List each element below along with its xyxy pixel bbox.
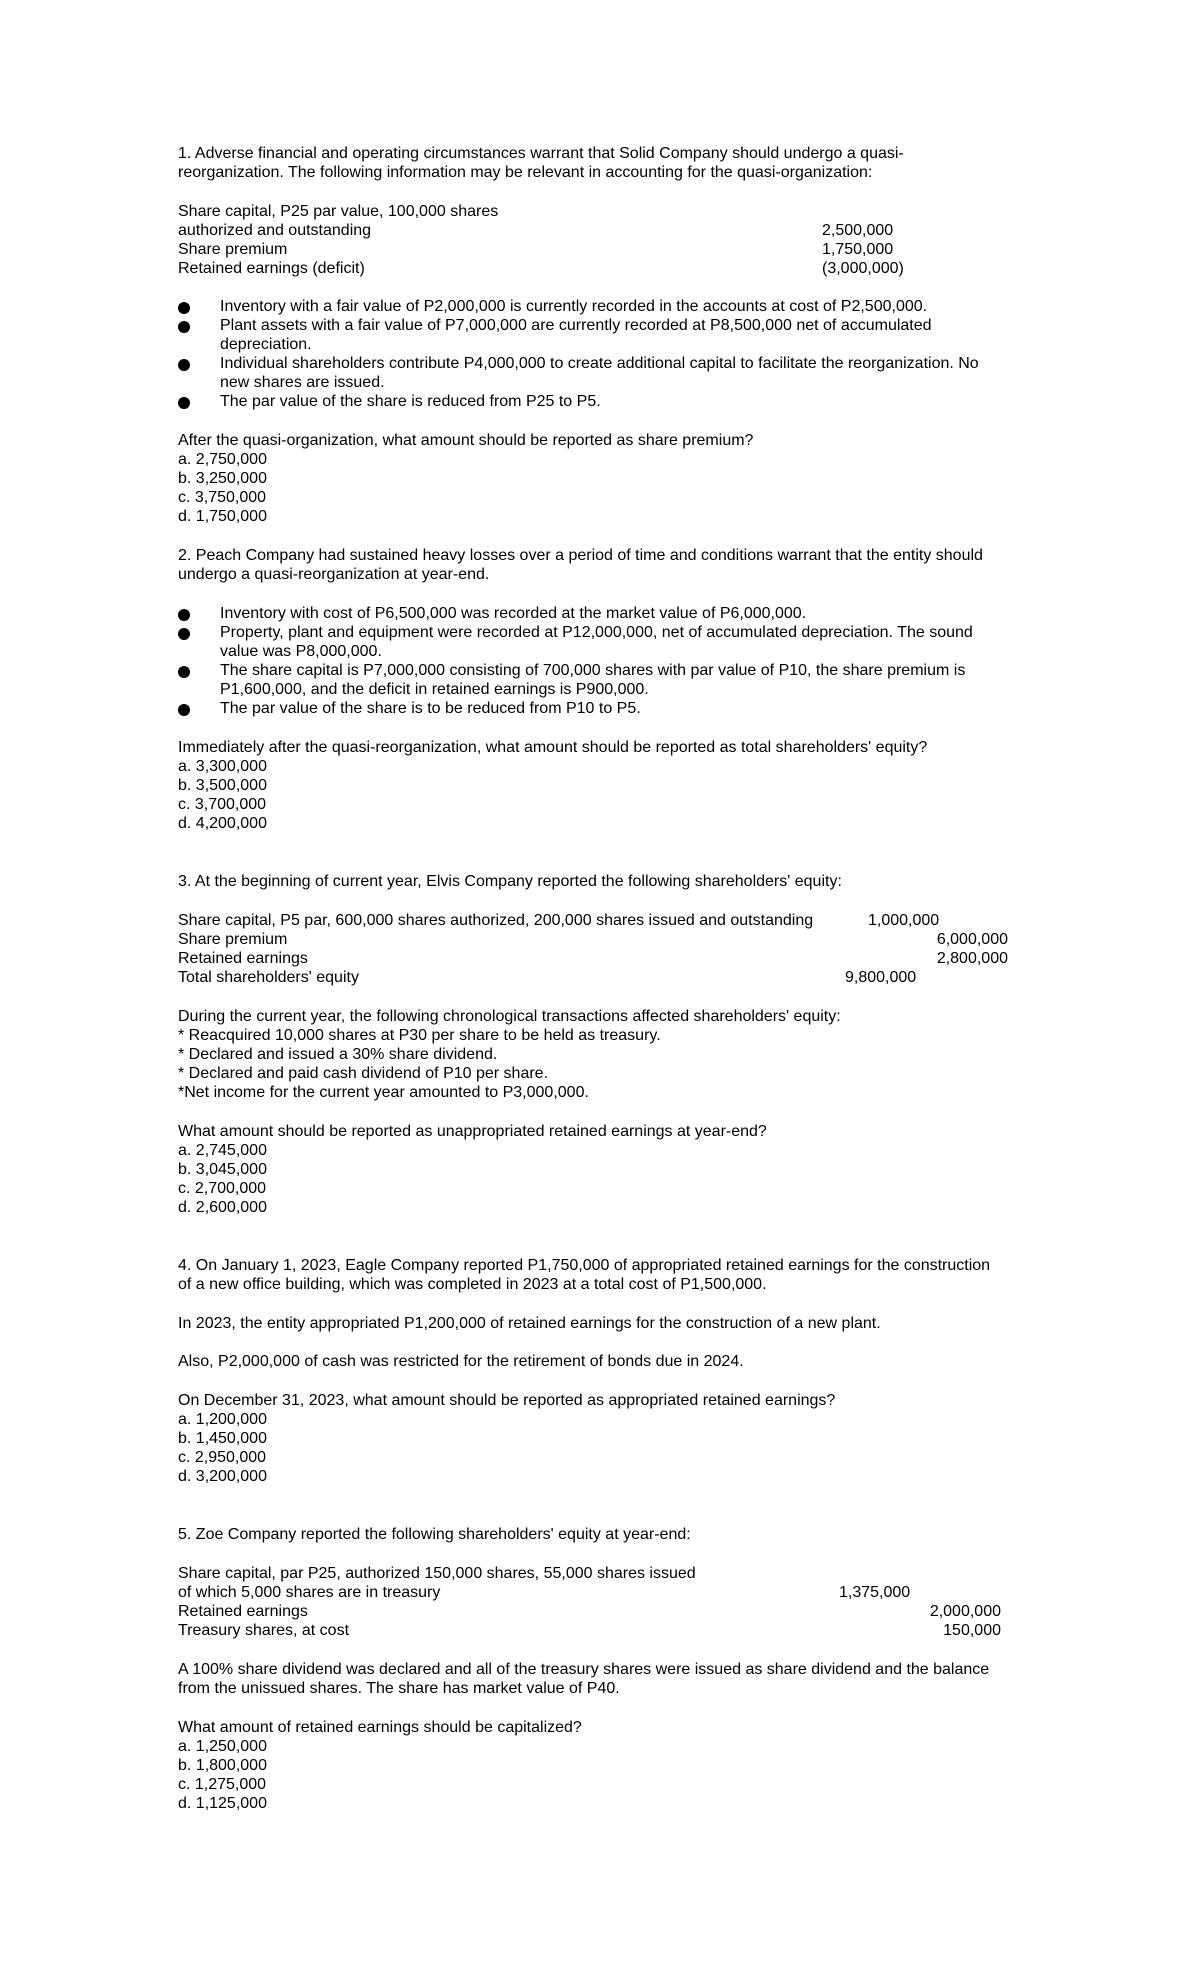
q3-transactions-line: * Reacquired 10,000 shares at P30 per share to be held as treasury. — [178, 1027, 661, 1044]
q3-choice-d: d. 2,600,000 — [178, 1199, 267, 1216]
bullet-icon — [178, 704, 190, 716]
q5-table-label: Treasury shares, at cost — [178, 1622, 350, 1639]
q5-choice-b: b. 1,800,000 — [178, 1757, 267, 1774]
q3-table-label: Share premium — [178, 931, 288, 948]
bullet-icon — [178, 359, 190, 371]
q1-bullet-text: depreciation. — [220, 336, 312, 353]
q1-choice-a: a. 2,750,000 — [178, 451, 267, 468]
q3-transactions-line: * Declared and issued a 30% share dividend. — [178, 1046, 498, 1063]
q2-bullet-text: value was P8,000,000. — [220, 643, 382, 660]
q4-question: On December 31, 2023, what amount should be reported as appropriated retained earnings? — [178, 1392, 836, 1409]
q3-table-label: Share capital, P5 par, 600,000 shares authorized, 200,000 shares issued and outstanding — [178, 912, 814, 929]
q3-transactions-line: During the current year, the following chronological transactions affected shareholders' equity: — [178, 1008, 841, 1025]
q5-choice-d: d. 1,125,000 — [178, 1795, 267, 1812]
q1-table-label: Retained earnings (deficit) — [178, 260, 365, 277]
q1-bullet-text: Inventory with a fair value of P2,000,000 is currently recorded in the accounts at cost of P2,500,000. — [220, 298, 928, 315]
q3-table-label: Total shareholders' equity — [178, 969, 359, 986]
q4-choice-d: d. 3,200,000 — [178, 1468, 267, 1485]
q5-paragraph-line-1: A 100% share dividend was declared and all of the treasury shares were issued as share dividend and the balance — [178, 1661, 990, 1678]
q2-question: Immediately after the quasi-reorganization, what amount should be reported as total shareholders' equity? — [178, 739, 928, 756]
q5-paragraph-line-2: from the unissued shares. The share has market value of P40. — [178, 1680, 620, 1697]
q3-table-value: 9,800,000 — [845, 969, 917, 986]
q1-table-value: 2,500,000 — [822, 222, 894, 239]
q1-bullet-text: The par value of the share is reduced from P25 to P5. — [220, 393, 601, 410]
q4-choice-b: b. 1,450,000 — [178, 1430, 267, 1447]
bullet-icon — [178, 609, 190, 621]
q1-choice-d: d. 1,750,000 — [178, 508, 267, 525]
q1-intro-line-2: reorganization. The following information may be relevant in accounting for the quasi-organization: — [178, 164, 873, 181]
q5-table-label: Share capital, par P25, authorized 150,000 shares, 55,000 shares issued — [178, 1565, 696, 1582]
q2-choice-b: b. 3,500,000 — [178, 777, 267, 794]
bullet-icon — [178, 628, 190, 640]
q3-table-value: 1,000,000 — [868, 912, 940, 929]
q3-transactions-line: * Declared and paid cash dividend of P10 per share. — [178, 1065, 549, 1082]
q2-bullet-text: The par value of the share is to be reduced from P10 to P5. — [220, 700, 641, 717]
q2-choice-d: d. 4,200,000 — [178, 815, 267, 832]
q2-bullet-text: The share capital is P7,000,000 consisting of 700,000 shares with par value of P10, the share premium is — [220, 662, 966, 679]
q1-bullet-text: new shares are issued. — [220, 374, 385, 391]
q4-choice-c: c. 2,950,000 — [178, 1449, 267, 1466]
q5-choice-a: a. 1,250,000 — [178, 1738, 267, 1755]
q4-intro-line-1: 4. On January 1, 2023, Eagle Company reported P1,750,000 of appropriated retained earnings for the construction — [178, 1257, 991, 1274]
q5-intro: 5. Zoe Company reported the following shareholders' equity at year-end: — [178, 1526, 691, 1543]
q1-intro-line-1: 1. Adverse financial and operating circumstances warrant that Solid Company should undergo a quasi- — [178, 145, 904, 162]
q1-choice-c: c. 3,750,000 — [178, 489, 267, 506]
q5-table-value: 2,000,000 — [929, 1603, 1001, 1620]
q2-choice-c: c. 3,700,000 — [178, 796, 267, 813]
q1-table-label: Share capital, P25 par value, 100,000 shares — [178, 203, 499, 220]
bullet-icon — [178, 302, 190, 314]
q3-table-label: Retained earnings — [178, 950, 308, 967]
q3-choice-c: c. 2,700,000 — [178, 1180, 267, 1197]
q2-choice-a: a. 3,300,000 — [178, 758, 267, 775]
q3-table-value: 6,000,000 — [936, 931, 1008, 948]
q1-table-value: 1,750,000 — [822, 241, 894, 258]
bullet-icon — [178, 397, 190, 409]
q5-choice-c: c. 1,275,000 — [178, 1776, 267, 1793]
q5-table-label: Retained earnings — [178, 1603, 308, 1620]
q4-paragraph-2: In 2023, the entity appropriated P1,200,000 of retained earnings for the construction of a new plant. — [178, 1315, 881, 1332]
q1-table-label: authorized and outstanding — [178, 222, 372, 239]
q5-table-label: of which 5,000 shares are in treasury — [178, 1584, 441, 1601]
bullet-icon — [178, 321, 190, 333]
q2-bullet-text: Inventory with cost of P6,500,000 was recorded at the market value of P6,000,000. — [220, 605, 807, 622]
q1-table-label: Share premium — [178, 241, 288, 258]
q3-intro: 3. At the beginning of current year, Elvis Company reported the following shareholders' equity: — [178, 873, 842, 890]
q2-intro-line-1: 2. Peach Company had sustained heavy losses over a period of time and conditions warrant that the entity should — [178, 547, 983, 564]
q3-choice-a: a. 2,745,000 — [178, 1142, 267, 1159]
q2-intro-line-2: undergo a quasi-reorganization at year-end. — [178, 566, 490, 583]
q3-table-value: 2,800,000 — [936, 950, 1008, 967]
q4-intro-line-2: of a new office building, which was completed in 2023 at a total cost of P1,500,000. — [178, 1276, 767, 1293]
q1-bullet-text: Individual shareholders contribute P4,000,000 to create additional capital to facilitate the reorganization. No — [220, 355, 979, 372]
q1-choice-b: b. 3,250,000 — [178, 470, 267, 487]
q1-question: After the quasi-organization, what amount should be reported as share premium? — [178, 432, 754, 449]
q3-choice-b: b. 3,045,000 — [178, 1161, 267, 1178]
q1-table-value: (3,000,000) — [822, 260, 904, 277]
q1-bullet-text: Plant assets with a fair value of P7,000,000 are currently recorded at P8,500,000 net of accumulated — [220, 317, 932, 334]
q4-paragraph-3: Also, P2,000,000 of cash was restricted for the retirement of bonds due in 2024. — [178, 1353, 744, 1370]
q2-bullet-text: P1,600,000, and the deficit in retained earnings is P900,000. — [220, 681, 649, 698]
q3-question: What amount should be reported as unappropriated retained earnings at year-end? — [178, 1123, 767, 1140]
q5-table-value: 1,375,000 — [839, 1584, 911, 1601]
q4-choice-a: a. 1,200,000 — [178, 1411, 267, 1428]
q5-table-value: 150,000 — [943, 1622, 1001, 1639]
q5-question: What amount of retained earnings should be capitalized? — [178, 1719, 582, 1736]
q2-bullet-text: Property, plant and equipment were recorded at P12,000,000, net of accumulated depreciation. The sound — [220, 624, 973, 641]
bullet-icon — [178, 666, 190, 678]
q3-transactions-line: *Net income for the current year amounted to P3,000,000. — [178, 1084, 589, 1101]
